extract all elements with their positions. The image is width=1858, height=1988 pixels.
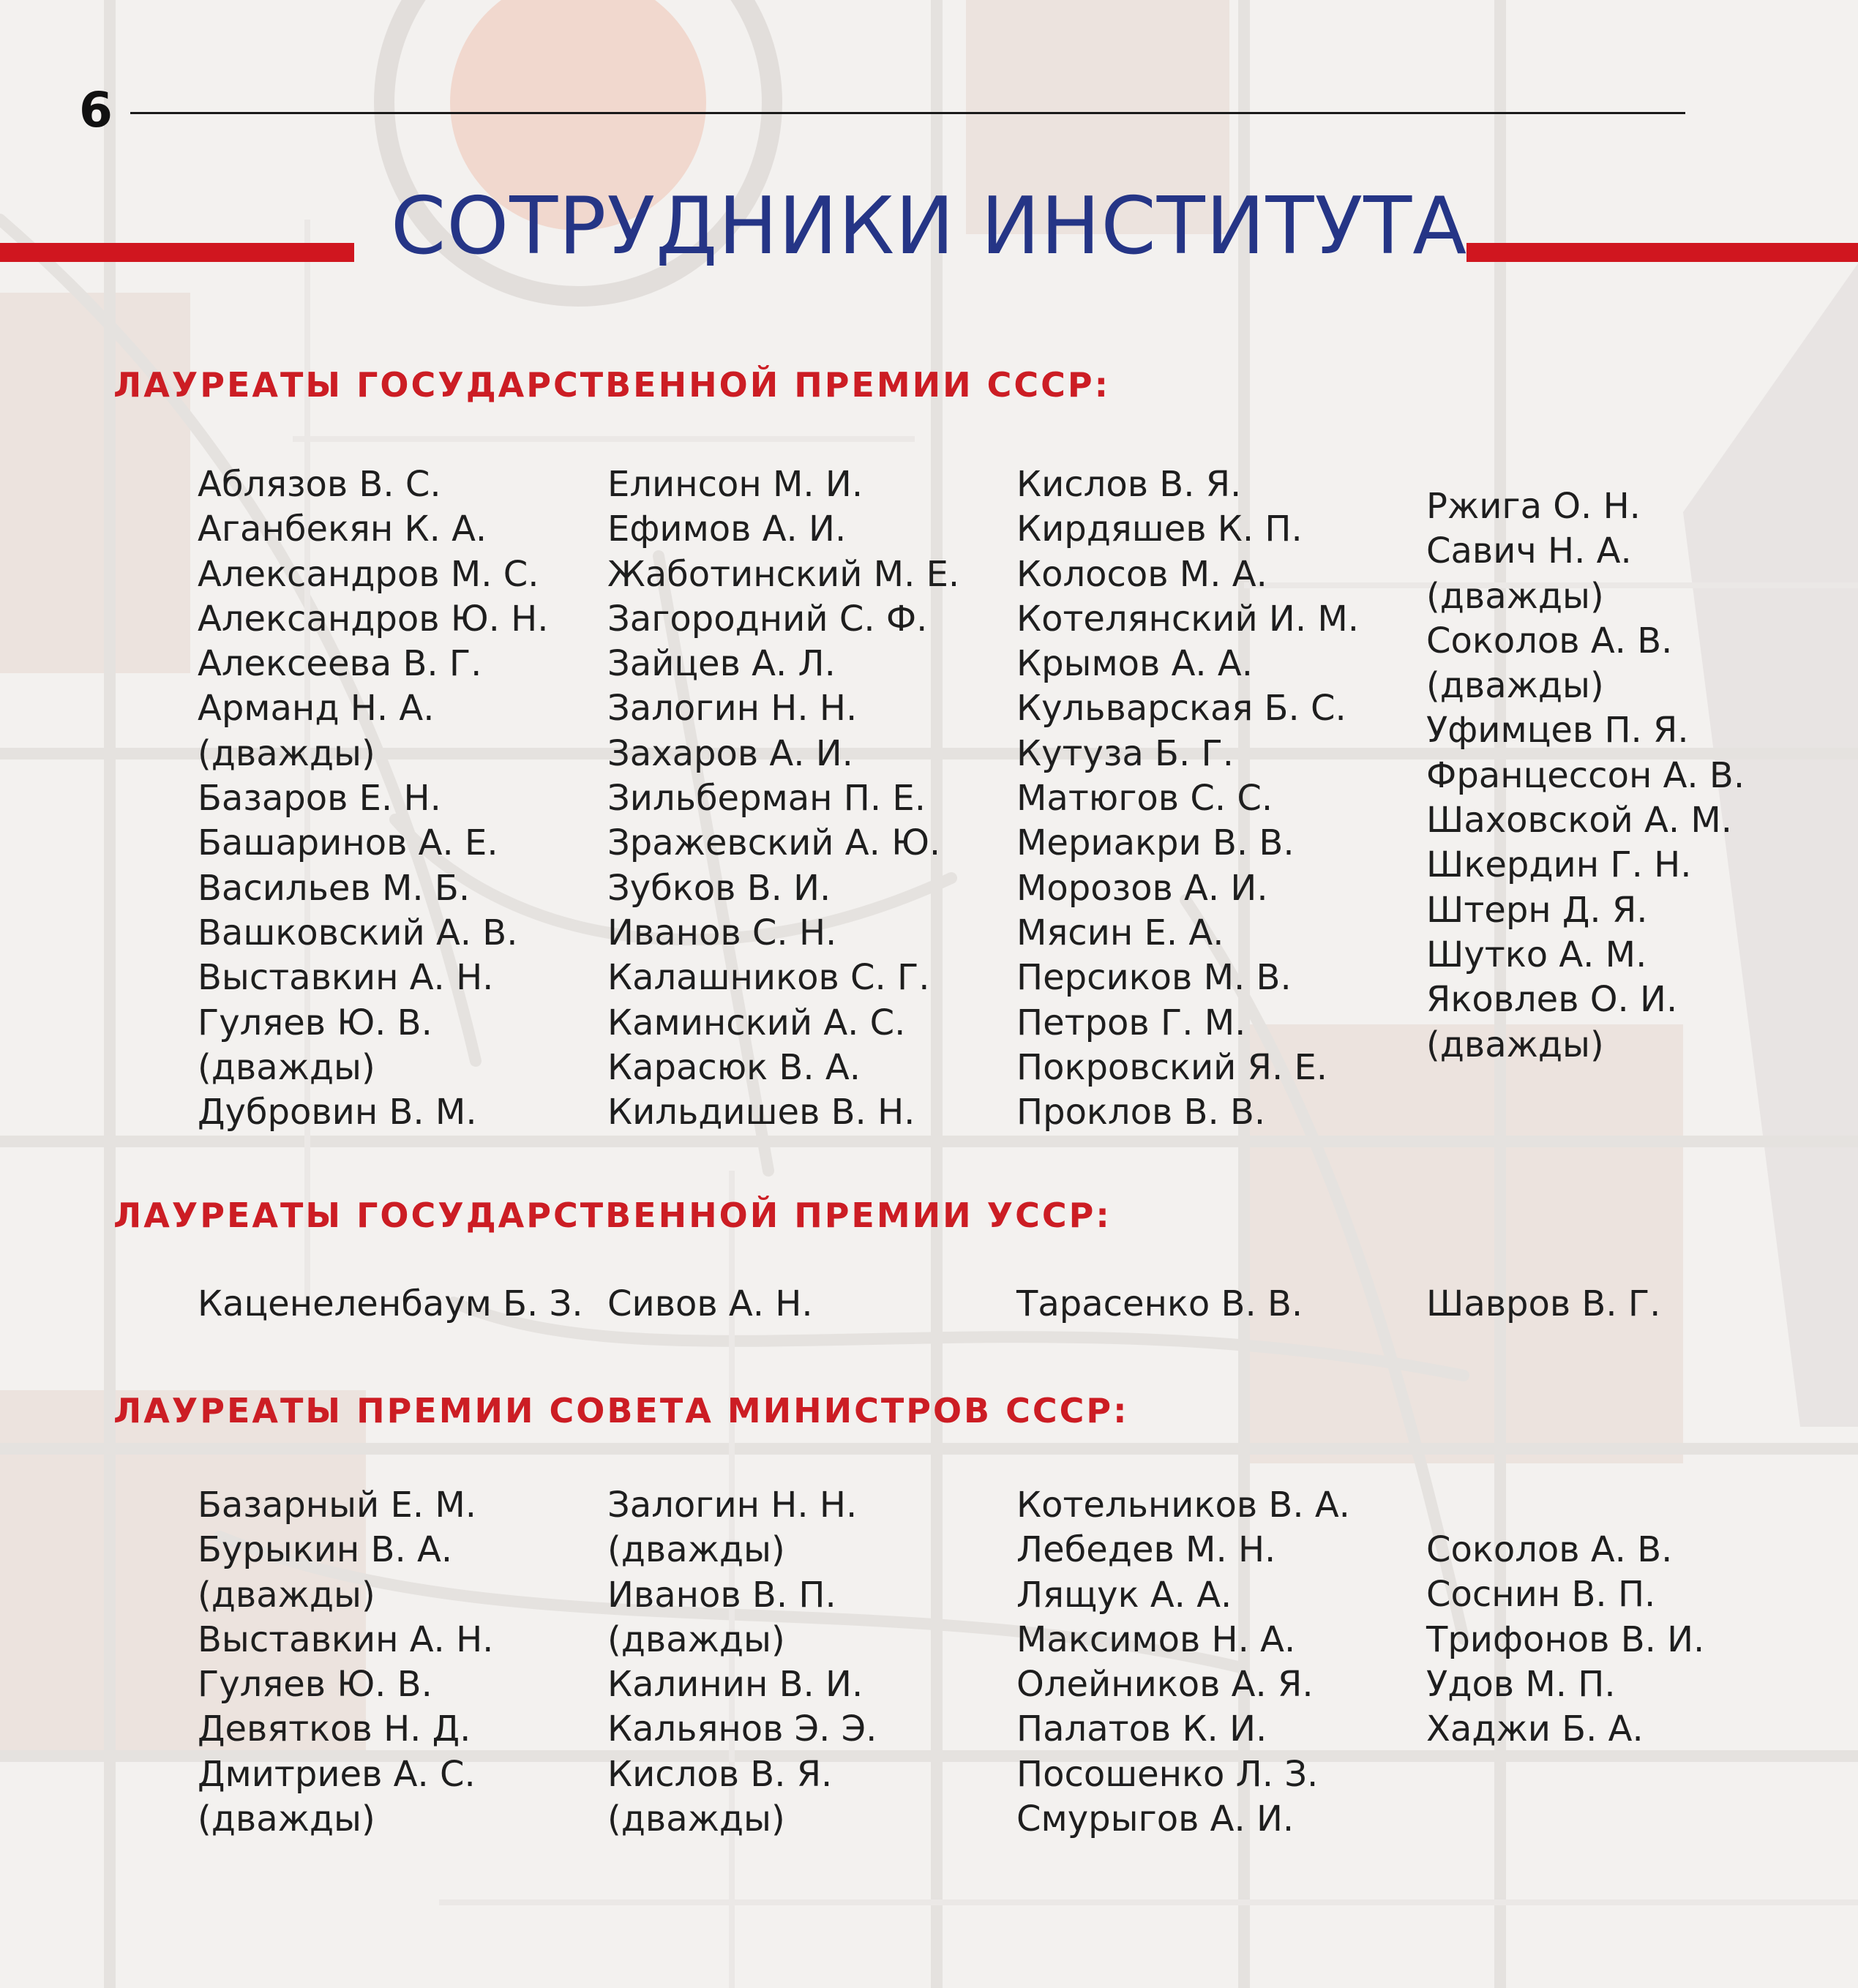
list-item: Крымов А. А. xyxy=(1016,643,1254,685)
list-item: Лебедев М. Н. xyxy=(1016,1529,1276,1571)
list-item: Смурыгов А. И. xyxy=(1016,1798,1295,1840)
list-item: Посошенко Л. З. xyxy=(1016,1753,1319,1795)
list-item: Трифонов В. И. xyxy=(1426,1618,1705,1660)
list-item: (дважды) xyxy=(198,732,375,774)
list-item: Алексеева В. Г. xyxy=(198,643,482,685)
list-item: Девятков Н. Д. xyxy=(198,1708,471,1750)
list-item: Мясин Е. А. xyxy=(1016,912,1224,953)
list-item: (дважды) xyxy=(1426,575,1604,617)
list-item: Шутко А. М. xyxy=(1426,934,1647,975)
list-item: (дважды) xyxy=(1426,1024,1604,1065)
list-item: Уфимцев П. Я. xyxy=(1426,710,1689,751)
list-item: Аблязов В. С. xyxy=(198,464,441,505)
list-item: Морозов А. И. xyxy=(1016,867,1268,909)
list-item: Хаджи Б. А. xyxy=(1426,1708,1644,1750)
list-item: Кутуза Б. Г. xyxy=(1016,732,1235,774)
list-item: Персиков М. В. xyxy=(1016,957,1292,999)
laureates-column-4 xyxy=(1426,484,1821,1068)
list-item: Сивов А. Н. xyxy=(607,1283,813,1324)
list-item: Дубровин В. М. xyxy=(198,1092,477,1133)
list-item: Захаров А. И. xyxy=(607,732,853,774)
list-item: Шкердин Г. Н. xyxy=(1426,844,1692,886)
list-item: Зражевский А. Ю. xyxy=(607,822,941,864)
laureates-column-2 xyxy=(607,462,1003,1135)
list-item: Олейников А. Я. xyxy=(1016,1664,1314,1706)
list-item: Шавров В. Г. xyxy=(1426,1283,1661,1324)
ukrssr-column-4 xyxy=(1426,1282,1821,1327)
list-item: Кислов В. Я. xyxy=(607,1753,833,1795)
council-column-1 xyxy=(198,1483,593,1842)
page-number: 6 xyxy=(79,82,113,138)
list-item: (дважды) xyxy=(607,1618,785,1660)
list-item: Кирдяшев К. П. xyxy=(1016,509,1303,550)
list-item: Кальянов Э. Э. xyxy=(607,1708,877,1750)
list-item: Александров Ю. Н. xyxy=(198,598,549,639)
section-heading-council-of-ministers-prize: ЛАУРЕАТЫ ПРЕМИИ СОВЕТА МИНИСТРОВ СССР: xyxy=(113,1391,1129,1430)
list-item: Максимов Н. А. xyxy=(1016,1618,1296,1660)
list-item: Гуляев Ю. В. xyxy=(198,1664,432,1706)
list-item: Яковлев О. И. xyxy=(1426,979,1678,1021)
list-item: Вашковский А. В. xyxy=(198,912,518,953)
list-item: Залогин Н. Н. xyxy=(607,1485,858,1526)
list-item: Котелянский И. М. xyxy=(1016,598,1359,639)
list-item: Мериакри В. В. xyxy=(1016,822,1295,864)
list-item: Зайцев А. Л. xyxy=(607,643,836,685)
list-item: (дважды) xyxy=(198,1574,375,1616)
laureates-column-3 xyxy=(1016,462,1412,1135)
list-item: Зубков В. И. xyxy=(607,867,831,909)
list-item: Калашников С. Г. xyxy=(607,957,930,999)
list-item: Аганбекян К. А. xyxy=(198,509,487,550)
list-item: Соколов А. В. xyxy=(1426,1529,1673,1570)
list-item: Штерн Д. Я. xyxy=(1426,889,1648,931)
ukrssr-column-1 xyxy=(198,1282,593,1327)
list-item: Базаров Е. Н. xyxy=(198,778,441,819)
list-item: Францессон А. В. xyxy=(1426,754,1745,796)
list-item: Башаринов А. Е. xyxy=(198,822,498,864)
list-item: Савич Н. А. xyxy=(1426,530,1632,572)
list-item: (дважды) xyxy=(198,1046,375,1088)
list-item: (дважды) xyxy=(607,1798,785,1840)
ukrssr-column-3 xyxy=(1016,1282,1412,1327)
list-item: Кислов В. Я. xyxy=(1016,464,1242,505)
list-item: Елинсон М. И. xyxy=(607,464,864,505)
list-item: Кульварская Б. С. xyxy=(1016,688,1346,729)
laureates-column-1 xyxy=(198,462,593,1135)
list-item: Петров Г. М. xyxy=(1016,1002,1246,1043)
list-item: Бурыкин В. А. xyxy=(198,1529,453,1571)
list-item: Палатов К. И. xyxy=(1016,1708,1267,1750)
list-item: Калинин В. И. xyxy=(607,1664,864,1706)
list-item: Александров М. С. xyxy=(198,553,539,595)
list-item: Каценеленбаум Б. З. xyxy=(198,1283,583,1324)
list-item: Базарный Е. М. xyxy=(198,1485,476,1526)
list-item: Удов М. П. xyxy=(1426,1663,1616,1705)
list-item: Ефимов А. И. xyxy=(607,509,847,550)
list-item: Котельников В. А. xyxy=(1016,1485,1350,1526)
list-item: Покровский Я. Е. xyxy=(1016,1046,1328,1088)
list-item: Зильберман П. Е. xyxy=(607,778,926,819)
list-item: Загородний С. Ф. xyxy=(607,598,928,639)
list-item: Проклов В. В. xyxy=(1016,1092,1266,1133)
list-item: Колосов М. А. xyxy=(1016,553,1267,595)
list-item: Васильев М. Б. xyxy=(198,867,471,909)
section-heading-state-prize-ussr: ЛАУРЕАТЫ ГОСУДАРСТВЕННОЙ ПРЕМИИ СССР: xyxy=(113,365,1111,405)
list-item: Залогин Н. Н. xyxy=(607,688,858,729)
list-item: Соснин В. П. xyxy=(1426,1574,1656,1616)
list-item: (дважды) xyxy=(198,1798,375,1840)
page-title: СОТРУДНИКИ ИНСТИТУТА xyxy=(390,181,1468,272)
list-item: (дважды) xyxy=(1426,665,1604,707)
list-item: Кильдишев В. Н. xyxy=(607,1092,915,1133)
list-item: Соколов А. В. xyxy=(1426,620,1673,661)
council-column-3 xyxy=(1016,1483,1412,1842)
list-item: Выставкин А. Н. xyxy=(198,1618,494,1660)
ukrssr-column-2 xyxy=(607,1282,1003,1327)
list-item: Лящук А. А. xyxy=(1016,1574,1232,1616)
list-item: Арманд Н. А. xyxy=(198,688,435,729)
list-item: Дмитриев А. С. xyxy=(198,1753,476,1795)
section-heading-state-prize-ukrssr: ЛАУРЕАТЫ ГОСУДАРСТВЕННОЙ ПРЕМИИ УССР: xyxy=(113,1196,1112,1235)
list-item: Выставкин А. Н. xyxy=(198,957,494,999)
list-item: Иванов С. Н. xyxy=(607,912,837,953)
list-item: Шаховской А. М. xyxy=(1426,800,1733,841)
list-item: (дважды) xyxy=(607,1529,785,1571)
top-divider-line xyxy=(130,112,1685,114)
list-item: Каминский А. С. xyxy=(607,1002,906,1043)
list-item: Тарасенко В. В. xyxy=(1016,1283,1303,1324)
list-item: Ржига О. Н. xyxy=(1426,486,1641,527)
council-column-4 xyxy=(1426,1528,1821,1752)
list-item: Гуляев Ю. В. xyxy=(198,1002,432,1043)
list-item: Жаботинский М. Е. xyxy=(607,553,960,595)
council-column-2 xyxy=(607,1483,1003,1842)
list-item: Карасюк В. А. xyxy=(607,1046,861,1088)
list-item: Иванов В. П. xyxy=(607,1574,836,1616)
list-item: Матюгов С. С. xyxy=(1016,778,1273,819)
